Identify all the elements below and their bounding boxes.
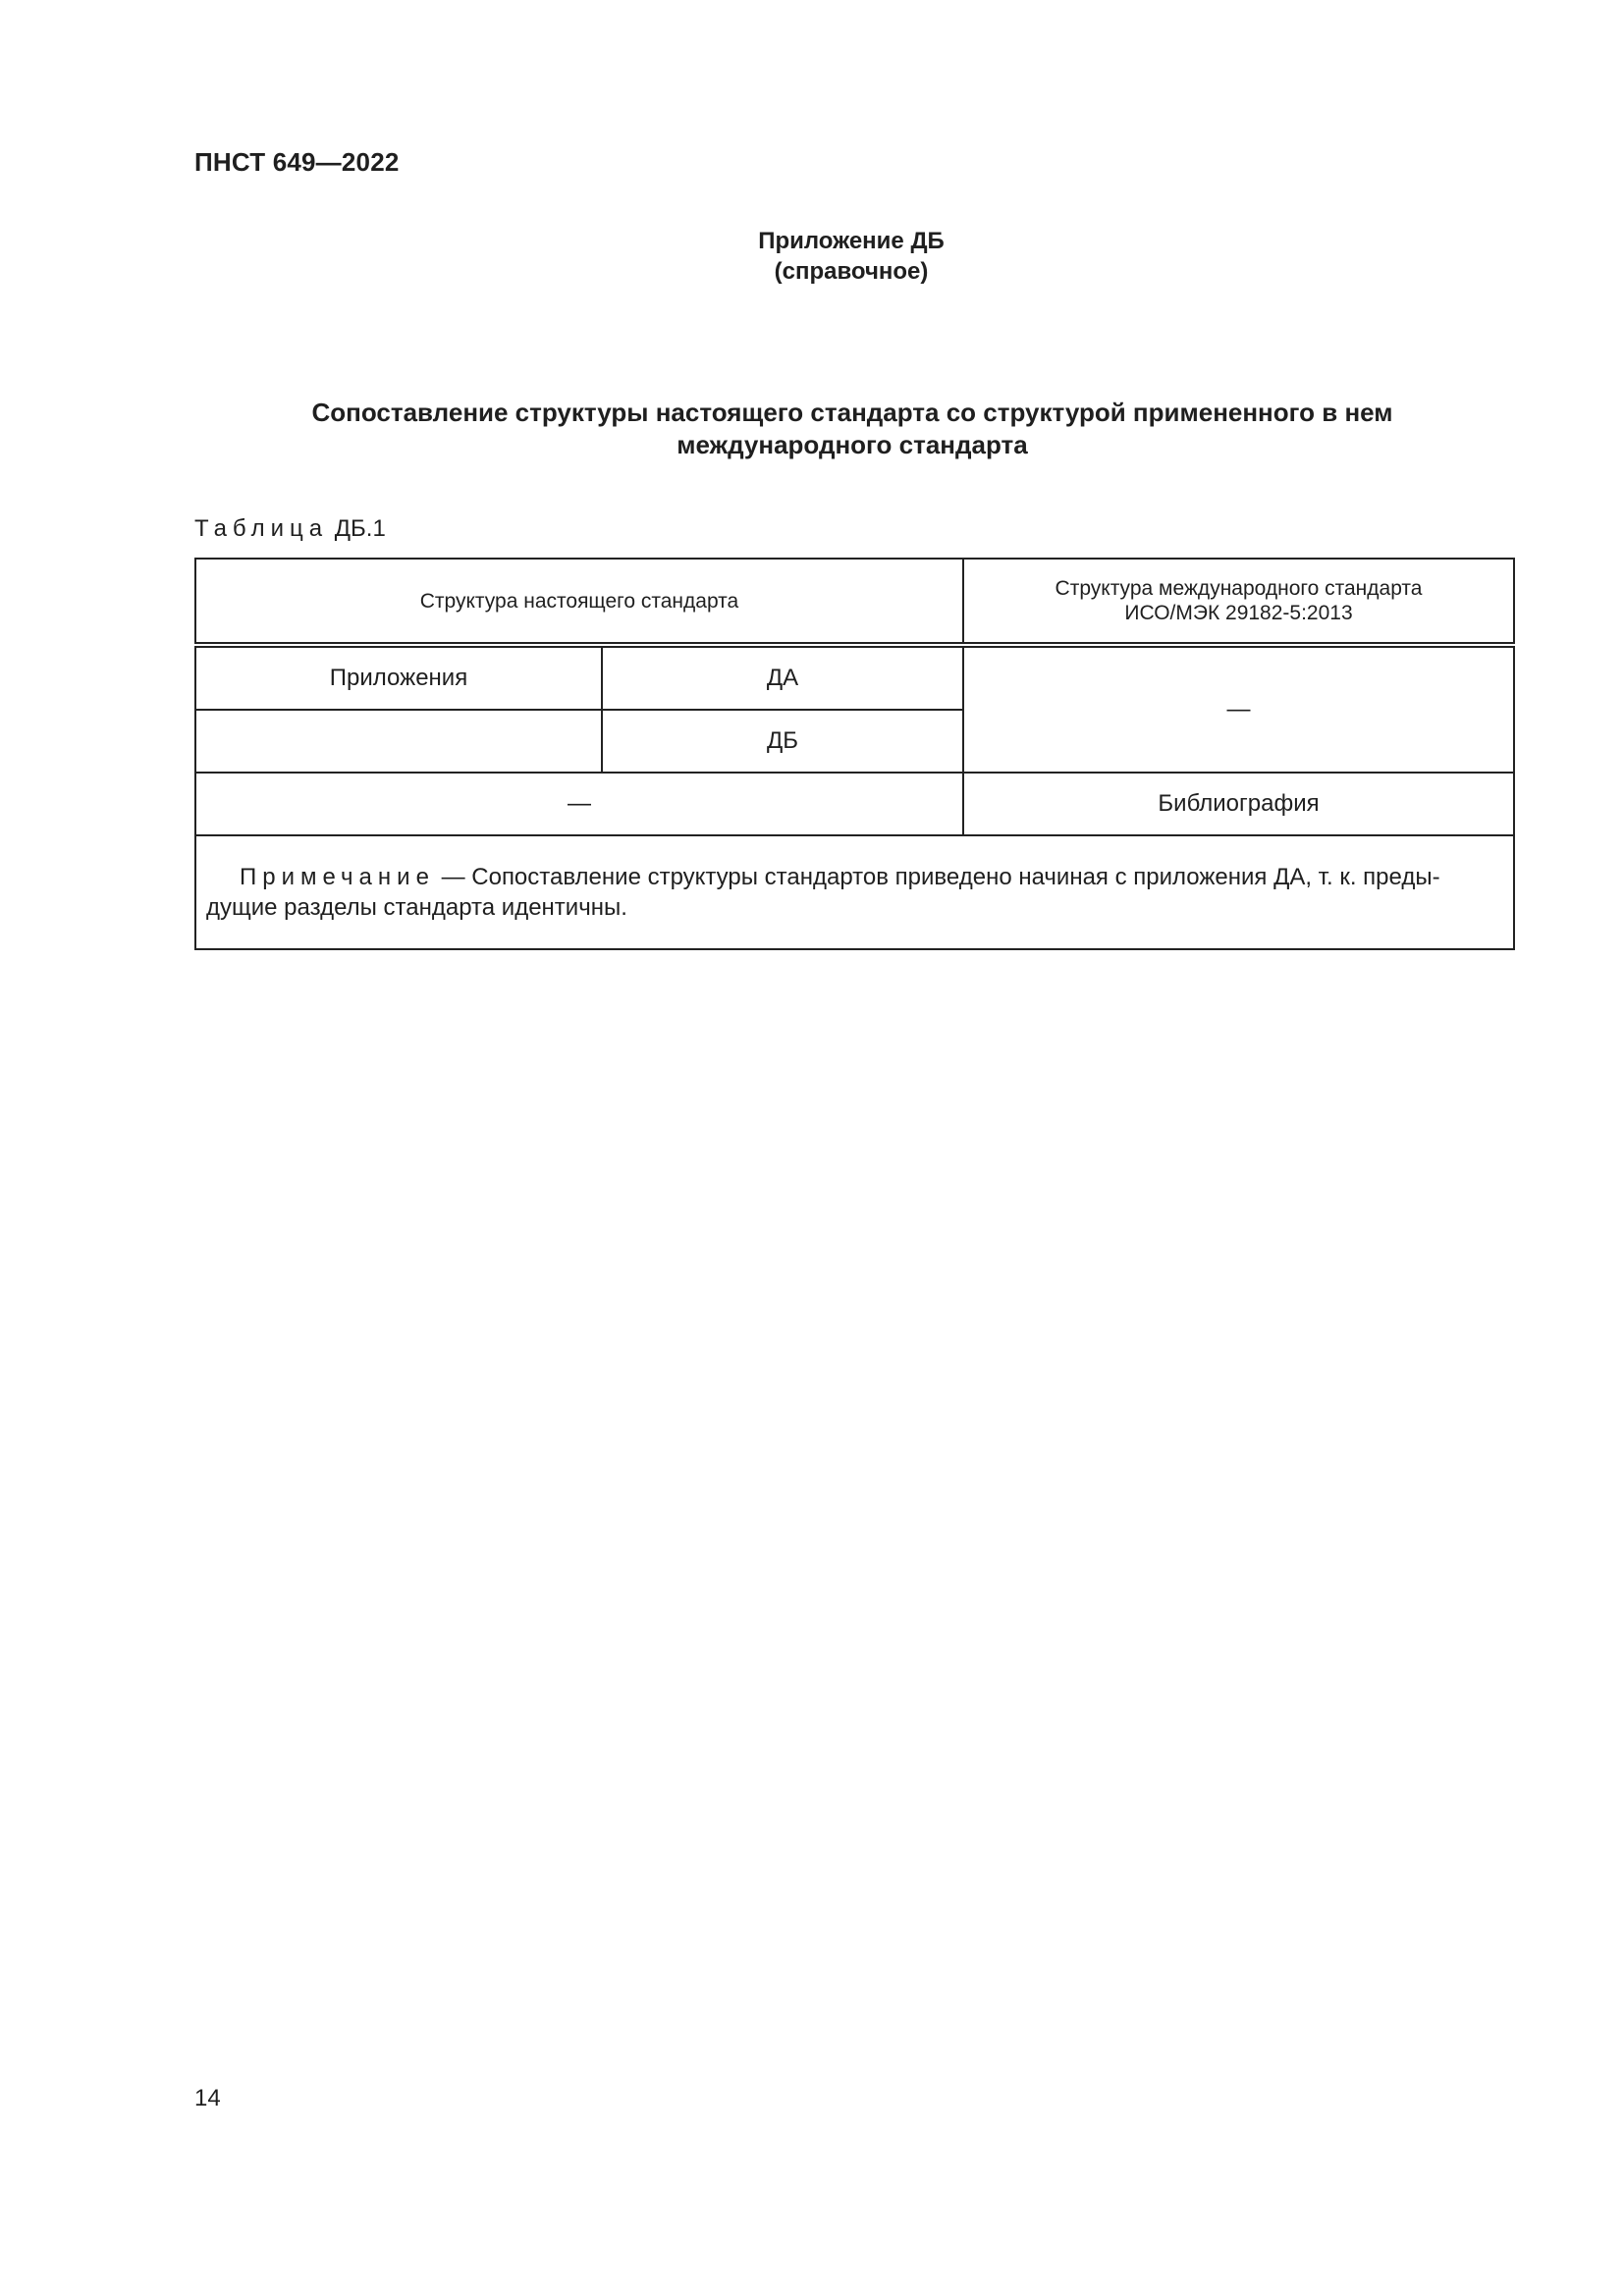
table-note xyxy=(195,835,1514,949)
cell-empty xyxy=(195,710,602,773)
table-row xyxy=(195,773,1514,835)
appendix-title: Приложение ДБ xyxy=(758,228,945,254)
appendix-heading xyxy=(0,226,1624,287)
note-line-2: дущие разделы стандарта идентичны. xyxy=(206,894,627,921)
cell-bibliography: Библиография xyxy=(963,773,1514,835)
cell-intl-appendices: — xyxy=(963,645,1514,773)
header-this-standard: Структура настоящего стандарта xyxy=(195,559,963,645)
appendix-type: (справочное) xyxy=(774,258,929,285)
header-intl-line-1: Структура международного стандарта xyxy=(1055,577,1423,600)
cell-appendices-label: Приложения xyxy=(195,645,602,710)
table-caption-word: Таблица xyxy=(194,515,329,542)
comparison-table xyxy=(194,558,1515,950)
table-header-row xyxy=(195,559,1514,645)
table-note-row xyxy=(195,835,1514,949)
table-caption-id: ДБ.1 xyxy=(334,515,386,542)
table-row xyxy=(195,645,1514,710)
section-title xyxy=(194,397,1510,461)
cell-appendix-da: ДА xyxy=(602,645,963,710)
page-number: 14 xyxy=(194,2085,221,2111)
section-title-line-2: международного стандарта xyxy=(677,430,1028,459)
document-code: ПНСТ 649—2022 xyxy=(194,147,400,177)
note-label: Примечание xyxy=(240,864,435,890)
cell-this-bibliography: — xyxy=(195,773,963,835)
header-intl-standard xyxy=(963,559,1514,645)
table-caption xyxy=(194,515,386,543)
note-line-1 xyxy=(206,862,1503,892)
cell-appendix-db: ДБ xyxy=(602,710,963,773)
header-intl-line-2: ИСО/МЭК 29182-5:2013 xyxy=(1124,602,1353,624)
note-text-1: — Сопоставление структуры стандартов приведено начиная с приложения ДА, т. к. преды- xyxy=(434,864,1440,890)
section-title-line-1: Сопоставление структуры настоящего стандарта со структурой примененного в нем xyxy=(311,398,1393,427)
